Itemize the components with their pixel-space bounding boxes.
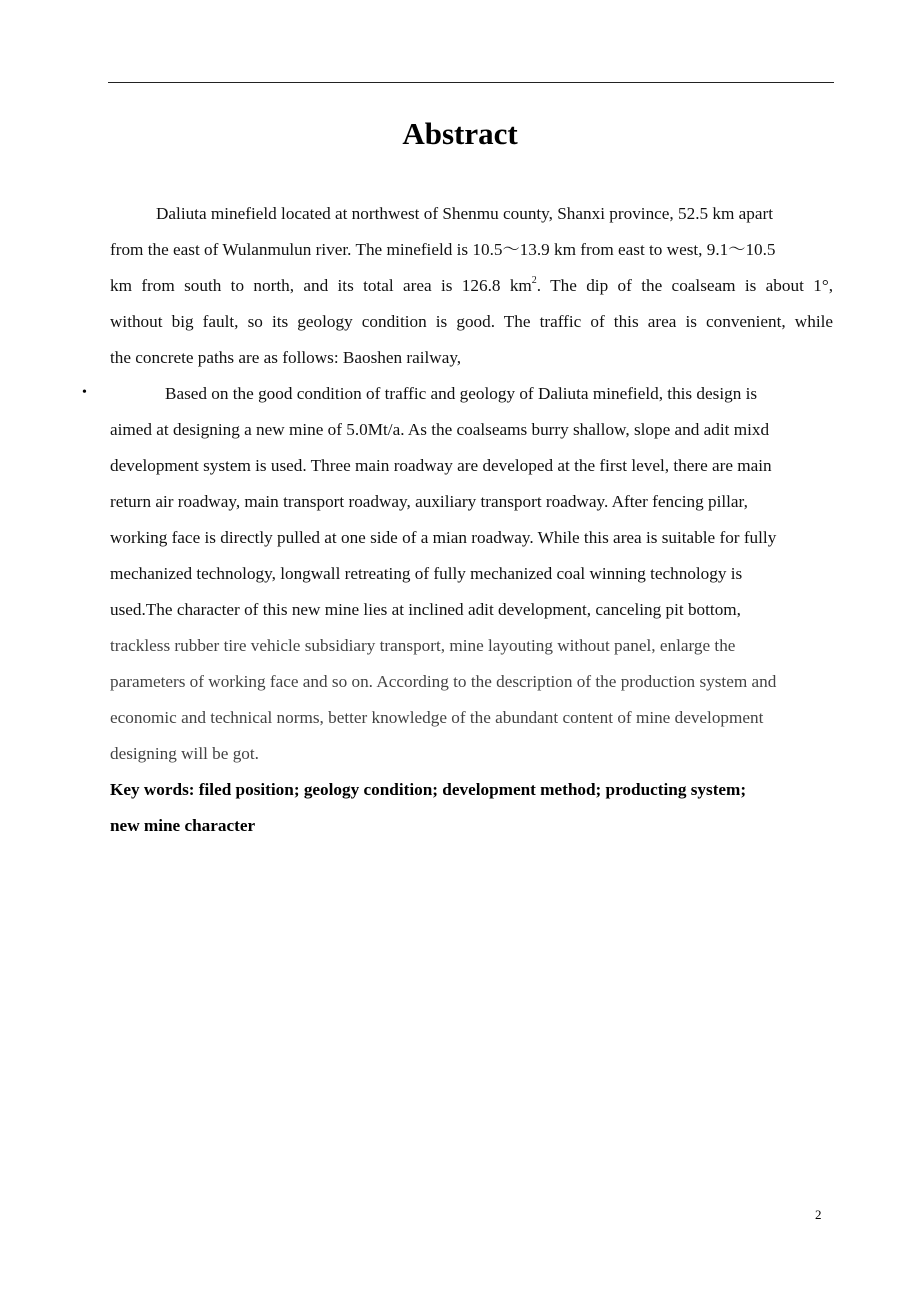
text-line: economic and technical norms, better knowledge of the abundant content of mine development [110, 708, 764, 727]
keywords-line: new mine character [110, 816, 256, 835]
list-bullet: • [82, 385, 87, 400]
text-line: used.The character of this new mine lies at inclined adit development, canceling pit bottom, [110, 600, 741, 619]
keywords-line: Key words: filed position; geology condition; development method; producting system; [110, 780, 747, 799]
text-line: without big fault, so its geology condition is good. The traffic of this area is convenient, while [110, 312, 833, 331]
text-line: from the east of Wulanmulun river. The minefield is 10.5～13.9 km from east to west, 9.1～10.5 [110, 240, 776, 259]
text-line: designing will be got. [110, 744, 259, 763]
page-number: 2 [815, 1207, 822, 1222]
text-line: parameters of working face and so on. According to the description of the production system and [110, 672, 777, 691]
text-line: the concrete paths are as follows: Baoshen railway, [110, 348, 462, 367]
text-line: development system is used. Three main roadway are developed at the first level, there are main [110, 456, 772, 475]
text-line: trackless rubber tire vehicle subsidiary transport, mine layouting without panel, enlarge the [110, 636, 736, 655]
text-line: aimed at designing a new mine of 5.0Mt/a. As the coalseams burry shallow, slope and adit mixd [110, 420, 770, 439]
text-line: working face is directly pulled at one side of a mian roadway. While this area is suitable for fully [110, 528, 777, 547]
text-line: Daliuta minefield located at northwest of Shenmu county, Shanxi province, 52.5 km apart [156, 204, 774, 223]
header-rule [108, 82, 834, 83]
page-title: Abstract [402, 116, 518, 151]
text-line: Based on the good condition of traffic and geology of Daliuta minefield, this design is [165, 384, 758, 403]
text-line: return air roadway, main transport roadway, auxiliary transport roadway. After fencing pillar, [110, 492, 748, 511]
text-line: km from south to north, and its total area is 126.8 $km^2$. The dip of the coalseam is about 1°, [110, 275, 833, 295]
text-line: mechanized technology, longwall retreating of fully mechanized coal winning technology is [110, 564, 743, 583]
